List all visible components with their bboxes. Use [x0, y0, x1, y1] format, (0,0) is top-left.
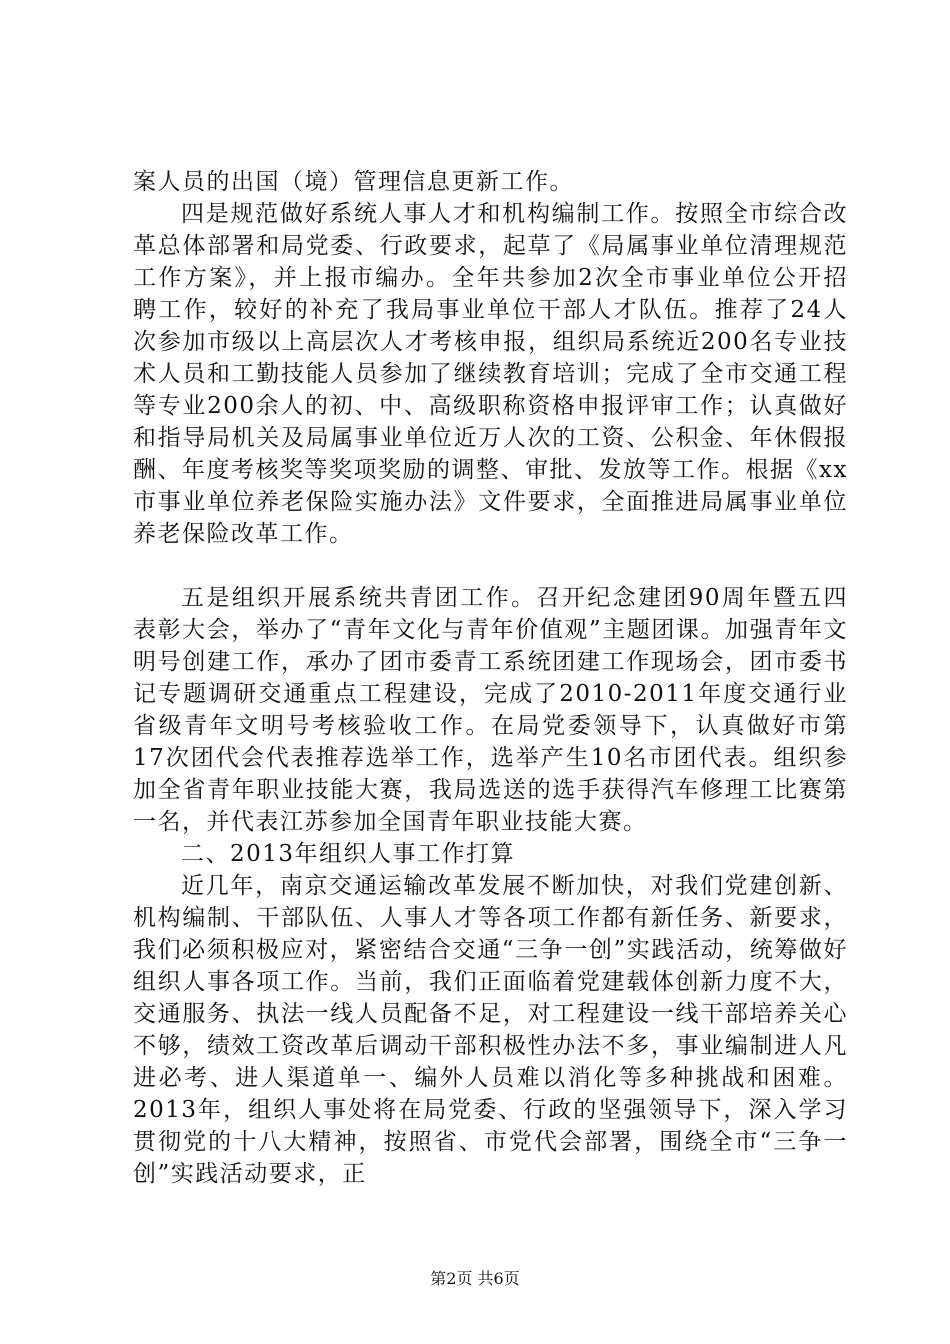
section-heading: 二、2013年组织人事工作打算: [181, 841, 516, 867]
page-footer: 第2页 共6页: [430, 1269, 520, 1288]
paragraph-continuation: 案人员的出国（境）管理信息更新工作。: [133, 169, 574, 195]
paragraph-item-five: 五是组织开展系统共青团工作。召开纪念建团90周年暨五四表彰大会，举办了“青年文化与青年价值观”主题团课。加强青年文明号创建工作，承办了团市委青工系统团建工作现场会，团市委书记专题调研交通重点工程建设，完成了2010-2011年度交通行业省级青年文明号考核验收工作。在局党委领导下，认真做好市第17次团代会代表推荐选举工作，选举产生10名市团代表。组织参加全省青年职业技能大赛，我局选送的选手获得汽车修理工比赛第一名，并代表江苏参加全国青年职业技能大赛。: [133, 585, 848, 835]
paragraph-gap: [133, 550, 848, 582]
document-body: [133, 166, 848, 1190]
paragraph-plan: 近几年，南京交通运输改革发展不断加快，对我们党建创新、机构编制、干部队伍、人事人才等各项工作都有新任务、新要求，我们必须积极应对，紧密结合交通“三争一创”实践活动，统筹做好组织人事各项工作。当前，我们正面临着党建载体创新力度不大，交通服务、执法一线人员配备不足，对工程建设一线干部培养关心不够，绩效工资改革后调动干部积极性办法不多，事业编制进人凡进必考、进人渠道单一、编外人员难以消化等多种挑战和困难。2013年，组织人事处将在局党委、行政的坚强领导下，深入学习贯彻党的十八大精神，按照省、市党代会部署，围绕全市“三争一创”实践活动要求，正: [133, 873, 848, 1187]
paragraph-item-four: 四是规范做好系统人事人才和机构编制工作。按照全市综合改革总体部署和局党委、行政要求，起草了《局属事业单位清理规范工作方案》，并上报市编办。全年共参加2次全市事业单位公开招聘工作，较好的补充了我局事业单位干部人才队伍。推荐了24人次参加市级以上高层次人才考核申报，组织局系统近200名专业技术人员和工勤技能人员参加了继续教育培训；完成了全市交通工程等专业200余人的初、中、高级职称资格申报评审工作；认真做好和指导局机关及局属事业单位近万人次的工资、公积金、年休假报酬、年度考核奖等奖项奖励的调整、审批、发放等工作。根据《xx市事业单位养老保险实施办法》文件要求，全面推进局属事业单位养老保险改革工作。: [133, 201, 848, 547]
